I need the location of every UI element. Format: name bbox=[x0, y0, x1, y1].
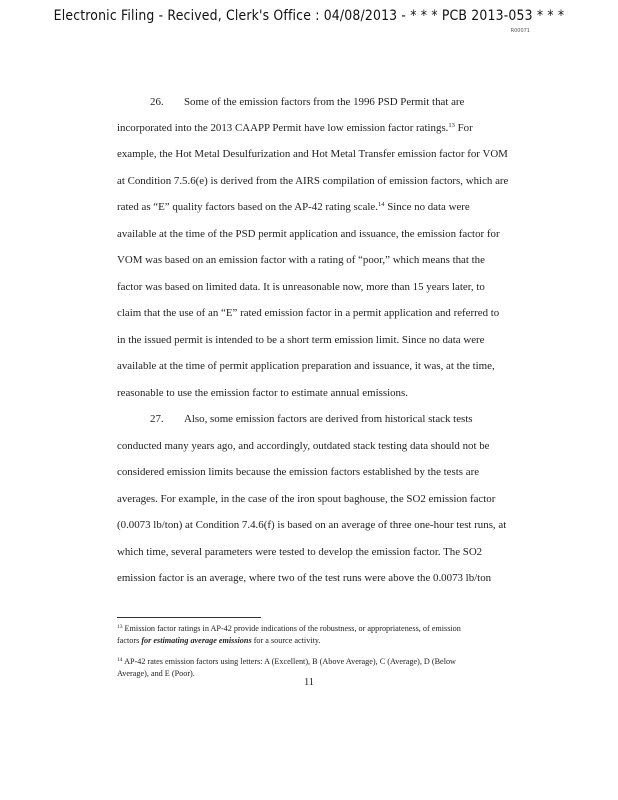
paragraph-27-line-5: (0.0073 lb/ton) at Condition 7.4.6(f) is based on an average of three one-hour test runs, at bbox=[117, 519, 507, 531]
footnote-14-line-2: Average), and E (Poor). bbox=[117, 669, 195, 678]
footnote-divider bbox=[117, 617, 261, 618]
paragraph-26-line-8: factor was based on limited data. It is unreasonable now, more than 15 years later, to bbox=[117, 281, 485, 293]
filing-stamp: Electronic Filing - Recived, Clerk's Office : 04/08/2013 - * * * PCB 2013-053 * * * bbox=[53, 8, 565, 24]
paragraph-26-line-11: available at the time of permit application preparation and issuance, it was, at the time, bbox=[117, 360, 495, 372]
paragraph-27-line-6: which time, several parameters were tested to develop the emission factor. The SO2 bbox=[117, 546, 483, 558]
paragraph-26-line-1: 26. Some of the emission factors from the 1996 PSD Permit that are bbox=[150, 96, 465, 108]
footnote-13-line-2: factors for estimating average emissions for a source activity. bbox=[117, 636, 321, 645]
paragraph-27-line-3: considered emission limits because the emission factors established by the tests are bbox=[117, 466, 480, 478]
paragraph-27-line-4: averages. For example, in the case of the iron spout baghouse, the SO2 emission factor bbox=[117, 493, 496, 505]
paragraph-26-line-9: claim that the use of an “E” rated emission factor in a permit application and referred to bbox=[117, 307, 500, 319]
paragraph-26-line-12: reasonable to use the emission factor to estimate annual emissions. bbox=[117, 387, 408, 399]
paragraph-number: 26. bbox=[150, 96, 164, 108]
paragraph-26-line-4: at Condition 7.5.6(e) is derived from the AIRS compilation of emission factors, which are bbox=[117, 175, 509, 187]
bates-number: R00071 bbox=[510, 28, 530, 34]
footnote-13-line-1: $^{13}$ Emission factor ratings in AP-42 provide indications of the robustness, or appropriateness, of emission bbox=[117, 624, 461, 633]
footnote-ref-14: 14 bbox=[377, 201, 385, 208]
paragraph-27-line-7: emission factor is an average, where two of the test runs were above the 0.0073 lb/ton bbox=[117, 572, 492, 584]
paragraph-27-line-2: conducted many years ago, and accordingly, outdated stack testing data should not be bbox=[117, 440, 490, 452]
emphasized-text: for estimating average emissions bbox=[141, 636, 252, 645]
paragraph-26-line-5: rated as “E” quality factors based on the AP-42 rating scale.$^{14}$ Since no data were bbox=[117, 201, 470, 213]
paragraph-26-line-10: in the issued permit is intended to be a short term emission limit. Since no data were bbox=[117, 334, 485, 346]
paragraph-26-line-7: VOM was based on an emission factor with a rating of “poor,” which means that the bbox=[117, 254, 485, 266]
paragraph-26-line-6: available at the time of the PSD permit application and issuance, the emission factor for bbox=[117, 228, 500, 240]
footnote-ref-13: 13 bbox=[448, 122, 455, 129]
page-number: 11 bbox=[303, 677, 315, 688]
paragraph-26-line-3: example, the Hot Metal Desulfurization and Hot Metal Transfer emission factor for VOM bbox=[117, 148, 508, 160]
footnote-14-line-1: $^{14}$ AP-42 rates emission factors using letters: A (Excellent), B (Above Average), C (Average), D (Below bbox=[117, 657, 456, 666]
paragraph-27-line-1: 27. Also, some emission factors are derived from historical stack tests bbox=[150, 413, 473, 425]
paragraph-number: 27. bbox=[150, 413, 164, 425]
paragraph-26-line-2: incorporated into the 2013 CAAPP Permit have low emission factor ratings.$^{13}$ For bbox=[117, 122, 473, 134]
